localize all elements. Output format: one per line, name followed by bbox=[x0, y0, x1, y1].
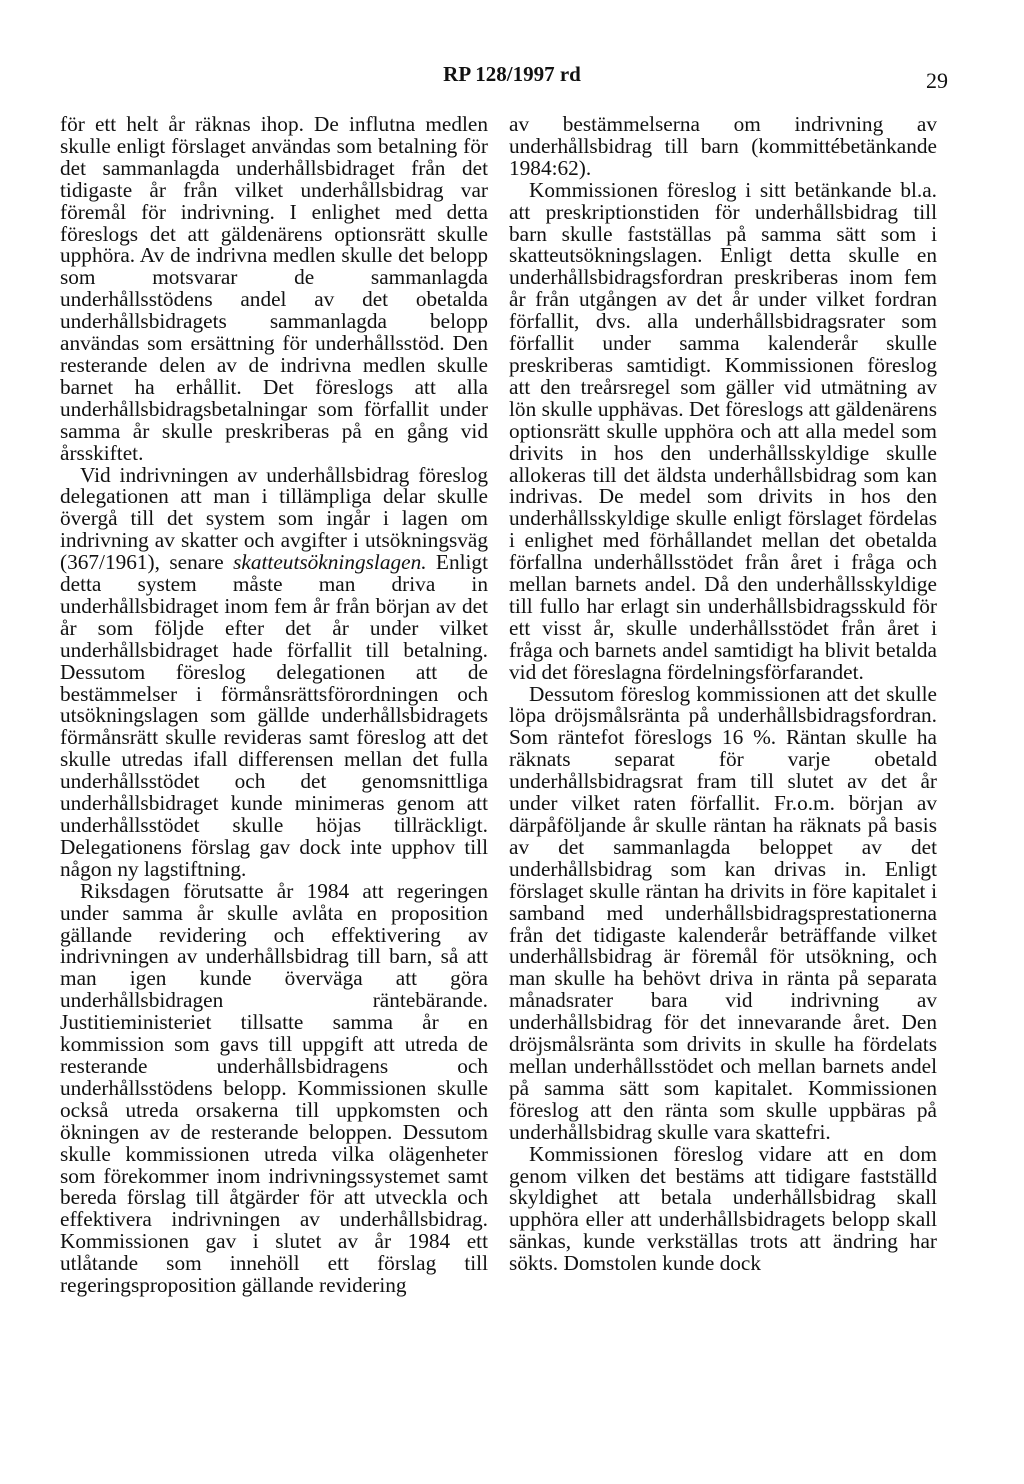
paragraph-text: Enligt detta system måste man driva in underhållsbidraget inom fem år från början av det år som följde efter det år under vilket underhållsbidraget hade förfallit till betalning. Dessutom föreslog delegationen att de bestämmelser i förmånsrättsförordningen och utsökningslagen som gällde underhållsbidragets förmånsrätt skulle revideras samt föreslog att det skulle utredas ifall differensen mellan det fulla underhållsstödet och det genomsnittliga underhållsbidraget kunde minimeras genom att underhållsstödet skulle höjas tillräckligt. Delegationens förslag gav dock inte upphov till någon ny lagstiftning. bbox=[60, 550, 488, 881]
paragraph: Kommissionen föreslog vidare att en dom genom vilken det bestäms att tidigare fastställd skyldighet att betala underhållsbidrag skall upphöra eller att underhållsbidragets belopp skall sänkas, kunde verkställas trots att ändring har sökts. Domstolen kunde dock bbox=[509, 1141, 937, 1276]
paragraph: Dessutom föreslog kommissionen att det skulle löpa dröjsmålsränta på underhållsbidragsfordran. Som räntefot föreslogs 16 %. Räntan skulle ha räknats separat för varje obetald underhållsbidragsrat fram till slutet av det år under vilket raten förfallit. Fr.o.m. början av därpåföljande år skulle räntan ha räknats på basis av det sammanlagda beloppet av det underhållsbidrag som kan drivas in. Enligt förslaget skulle räntan ha drivits in före kapitalet i samband med underhållsbidragsprestationerna från det tidigaste kalenderår beträffande vilket underhållsbidrag är föremål för utsökning, och man skulle ha behövt driva in ränta på separata månadsrater bara vid indrivning av underhållsbidrag för det innevarande året. Den dröjsmålsränta som drivits in skulle ha fördelats mellan underhållsstödet och mellan barnets andel på samma sätt som kapitalet. Kommissionen föreslog att den ränta som skulle uppbäras på underhållsbidrag skulle vara skattefri. bbox=[509, 681, 937, 1144]
page-header bbox=[0, 62, 1024, 92]
paragraph: av bestämmelserna om indrivning av underhållsbidrag till barn (kommittébetänkande 1984:62). bbox=[509, 112, 937, 180]
left-column bbox=[60, 114, 488, 1297]
right-column bbox=[509, 114, 937, 1275]
page-number: 29 bbox=[926, 68, 948, 93]
document-reference: RP 128/1997 rd bbox=[443, 62, 581, 86]
law-name-emphasis: skatteutsökningslagen. bbox=[233, 550, 427, 575]
paragraph-text: Vid indrivningen av underhållsbidrag föreslog delegationen att man i tillämpliga delar skulle övergå till det system som ingår i lagen om indrivning av skatter och avgifter i utsökningsväg (367/1961), senare bbox=[60, 462, 488, 575]
paragraph: för ett helt år räknas ihop. De influtna medlen skulle enligt förslaget användas som betalning för det sammanlagda underhållsbidraget från det tidigaste år från vilket underhållsbidrag var föremål för indrivning. I enlighet med detta föreslogs det att gäldenärens optionsrätt skulle upphöra. Av de indrivna medlen skulle det belopp som motsvarar de sammanlagda underhållsstödens andel av det obetalda underhållsbidragets sammanlagda belopp användas som ersättning för underhållsstöd. Den resterande delen av de indrivna medlen skulle barnet ha erhållit. Det föreslogs att alla underhållsbidragsbetalningar som förfallit under samma år skulle preskriberas på en gång vid årsskiftet. bbox=[60, 112, 488, 465]
paragraph: Riksdagen förutsatte år 1984 att regeringen under samma år skulle avlåta en proposition gällande revidering och effektivering av indrivningen av underhållsbidrag till barn, så att man igen kunde överväga att göra underhållsbidragen räntebärande. Justitieministeriet tillsatte samma år en kommission som gavs till uppgift att utreda de resterande underhållsbidragens och underhållsstödens belopp. Kommissionen skulle också utreda orsakerna till uppkomsten och ökningen av de resterande beloppen. Dessutom skulle kommissionen utreda vilka olägenheter som förekommer inom indrivningssystemet samt bereda förslag till åtgärder för att utveckla och effektivera indrivningen av underhållsbidrag. Kommissionen gav i slutet av år 1984 ett utlåtande som innehöll ett förslag till regeringsproposition gällande revidering bbox=[60, 878, 488, 1298]
paragraph: Kommissionen föreslog i sitt betänkande bl.a. att preskriptionstiden för underhållsbidrag till barn skulle fastställas på samma sätt som i skatteutsökningslagen. Enligt detta skulle en underhållsbidragsfordran preskriberas inom fem år från utgången av det år under vilket fordran förfallit, dvs. alla underhållsbidragsrater som förfallit under samma kalenderår skulle preskriberas samtidigt. Kommissionen föreslog att den treårsregel som gäller vid utmätning av lön skulle upphävas. Det föreslogs att gäldenärens optionsrätt skulle upphöra och att alla medel som drivits in hos den underhållsskyldige skulle allokeras till det äldsta underhållsbidrag som kan indrivas. De medel som drivits in hos den underhållsskyldige skulle enligt förslaget fördelas i enlighet med förhållandet mellan det obetalda förfallna underhållsstödet från året i fråga och mellan barnets andel. Då den underhållsskyldige till fullo har erlagt sin underhållsbidragsskuld för ett visst år, skulle underhållsstödet från året i fråga och barnets andel samtidigt ha blivit betalda vid det föreslagna fördelningsförfarandet. bbox=[509, 177, 937, 684]
paragraph bbox=[60, 462, 488, 881]
